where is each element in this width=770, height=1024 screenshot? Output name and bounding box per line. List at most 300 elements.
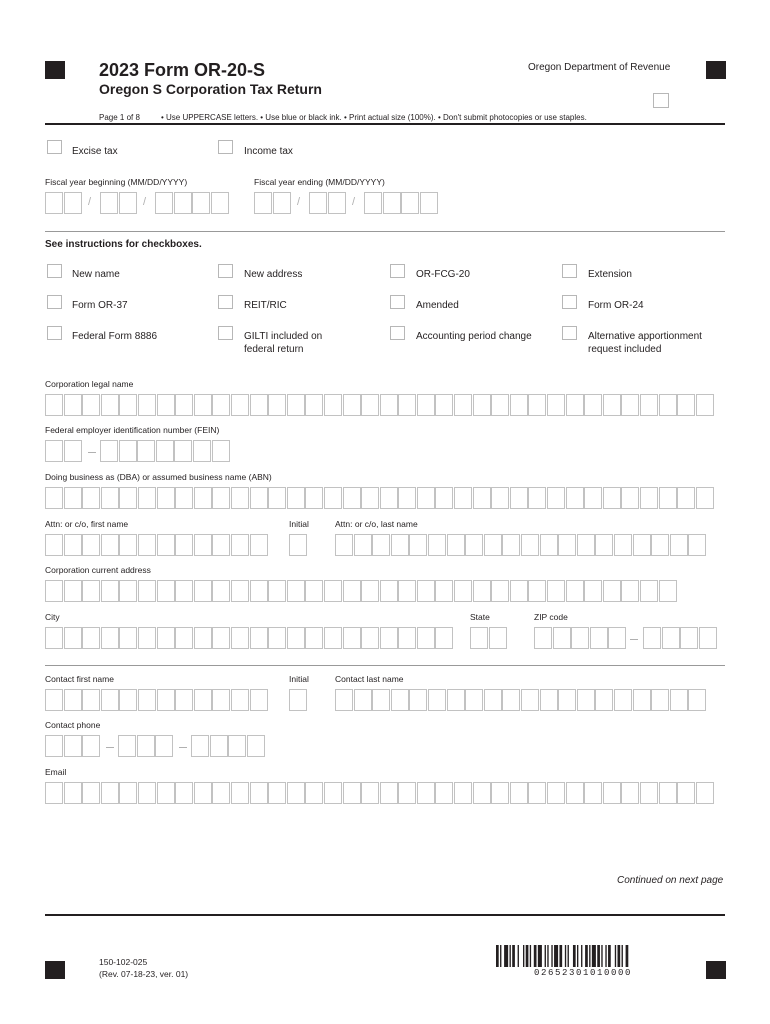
char-box[interactable] [101, 782, 119, 804]
char-box[interactable] [510, 580, 528, 602]
char-box[interactable] [380, 782, 398, 804]
char-box[interactable] [138, 487, 156, 509]
char-box[interactable] [82, 689, 100, 711]
char-box[interactable] [101, 580, 119, 602]
char-box[interactable] [250, 689, 268, 711]
char-box[interactable] [119, 689, 137, 711]
char-box[interactable] [670, 689, 688, 711]
char-box[interactable] [428, 689, 446, 711]
char-box[interactable] [101, 689, 119, 711]
char-box[interactable] [354, 534, 372, 556]
char-box[interactable] [577, 689, 595, 711]
char-box[interactable] [157, 689, 175, 711]
char-box[interactable] [309, 192, 327, 214]
char-box[interactable] [175, 394, 193, 416]
char-box[interactable] [621, 580, 639, 602]
char-box[interactable] [465, 689, 483, 711]
state-input[interactable] [470, 627, 507, 649]
char-box[interactable] [491, 487, 509, 509]
char-box[interactable] [547, 487, 565, 509]
char-box[interactable] [491, 394, 509, 416]
char-box[interactable] [571, 627, 589, 649]
char-box[interactable] [157, 487, 175, 509]
income-tax-checkbox[interactable] [218, 140, 233, 154]
char-box[interactable] [250, 782, 268, 804]
char-box[interactable] [211, 192, 229, 214]
char-box[interactable] [473, 782, 491, 804]
char-box[interactable] [156, 440, 174, 462]
email-input[interactable] [45, 782, 714, 804]
char-box[interactable] [361, 580, 379, 602]
char-box[interactable] [361, 394, 379, 416]
char-box[interactable] [268, 627, 286, 649]
fiscal-end-day-input[interactable] [309, 192, 346, 214]
char-box[interactable] [191, 735, 209, 757]
char-box[interactable] [64, 580, 82, 602]
char-box[interactable] [45, 487, 63, 509]
char-box[interactable] [584, 394, 602, 416]
char-box[interactable] [621, 394, 639, 416]
char-box[interactable] [398, 580, 416, 602]
char-box[interactable] [175, 487, 193, 509]
char-box[interactable] [688, 534, 706, 556]
char-box[interactable] [380, 487, 398, 509]
char-box[interactable] [584, 580, 602, 602]
char-box[interactable] [328, 192, 346, 214]
zip-extension-input[interactable] [643, 627, 717, 649]
char-box[interactable] [101, 627, 119, 649]
char-box[interactable] [677, 782, 695, 804]
char-box[interactable] [491, 580, 509, 602]
char-box[interactable] [595, 689, 613, 711]
char-box[interactable] [484, 534, 502, 556]
char-box[interactable] [324, 394, 342, 416]
char-box[interactable] [157, 534, 175, 556]
char-box[interactable] [521, 689, 539, 711]
char-box[interactable] [540, 689, 558, 711]
char-box[interactable] [640, 394, 658, 416]
contact-last-name-input[interactable] [335, 689, 707, 711]
char-box[interactable] [699, 627, 717, 649]
char-box[interactable] [212, 782, 230, 804]
char-box[interactable] [566, 394, 584, 416]
char-box[interactable] [64, 440, 82, 462]
char-box[interactable] [534, 627, 552, 649]
char-box[interactable] [268, 487, 286, 509]
char-box[interactable] [398, 782, 416, 804]
char-box[interactable] [138, 627, 156, 649]
fein-suffix-input[interactable] [100, 440, 230, 462]
char-box[interactable] [45, 192, 63, 214]
char-box[interactable] [138, 689, 156, 711]
char-box[interactable] [137, 440, 155, 462]
char-box[interactable] [473, 394, 491, 416]
char-box[interactable] [643, 627, 661, 649]
char-box[interactable] [621, 782, 639, 804]
char-box[interactable] [398, 487, 416, 509]
fiscal-begin-day-input[interactable] [100, 192, 137, 214]
char-box[interactable] [250, 394, 268, 416]
char-box[interactable] [435, 487, 453, 509]
char-box[interactable] [174, 192, 192, 214]
char-box[interactable] [193, 440, 211, 462]
char-box[interactable] [473, 580, 491, 602]
address-input[interactable] [45, 580, 677, 602]
char-box[interactable] [502, 534, 520, 556]
char-box[interactable] [510, 782, 528, 804]
char-box[interactable] [100, 440, 118, 462]
char-box[interactable] [119, 580, 137, 602]
char-box[interactable] [401, 192, 419, 214]
char-box[interactable] [231, 394, 249, 416]
char-box[interactable] [409, 689, 427, 711]
char-box[interactable] [651, 534, 669, 556]
char-box[interactable] [212, 580, 230, 602]
char-box[interactable] [268, 394, 286, 416]
char-box[interactable] [566, 487, 584, 509]
char-box[interactable] [677, 394, 695, 416]
char-box[interactable] [584, 782, 602, 804]
accounting-change-checkbox[interactable] [390, 326, 405, 340]
char-box[interactable] [454, 394, 472, 416]
char-box[interactable] [212, 627, 230, 649]
char-box[interactable] [119, 782, 137, 804]
char-box[interactable] [547, 580, 565, 602]
char-box[interactable] [417, 580, 435, 602]
char-box[interactable] [82, 627, 100, 649]
char-box[interactable] [45, 735, 63, 757]
char-box[interactable] [305, 627, 323, 649]
fiscal-end-month-input[interactable] [254, 192, 291, 214]
char-box[interactable] [231, 689, 249, 711]
char-box[interactable] [119, 487, 137, 509]
char-box[interactable] [268, 580, 286, 602]
char-box[interactable] [696, 394, 714, 416]
char-box[interactable] [383, 192, 401, 214]
char-box[interactable] [361, 627, 379, 649]
fiscal-begin-month-input[interactable] [45, 192, 82, 214]
phone-line-input[interactable] [191, 735, 265, 757]
char-box[interactable] [45, 534, 63, 556]
char-box[interactable] [335, 534, 353, 556]
char-box[interactable] [64, 735, 82, 757]
char-box[interactable] [577, 534, 595, 556]
char-box[interactable] [268, 782, 286, 804]
char-box[interactable] [119, 440, 137, 462]
char-box[interactable] [45, 782, 63, 804]
char-box[interactable] [175, 689, 193, 711]
char-box[interactable] [553, 627, 571, 649]
char-box[interactable] [157, 782, 175, 804]
char-box[interactable] [155, 735, 173, 757]
char-box[interactable] [100, 192, 118, 214]
federal-8886-checkbox[interactable] [47, 326, 62, 340]
char-box[interactable] [428, 534, 446, 556]
zip-input[interactable] [534, 627, 627, 649]
char-box[interactable] [614, 534, 632, 556]
char-box[interactable] [324, 580, 342, 602]
char-box[interactable] [231, 782, 249, 804]
dba-input[interactable] [45, 487, 714, 509]
char-box[interactable] [118, 735, 136, 757]
char-box[interactable] [157, 394, 175, 416]
char-box[interactable] [137, 735, 155, 757]
char-box[interactable] [470, 627, 488, 649]
phone-area-code-input[interactable] [45, 735, 101, 757]
char-box[interactable] [82, 735, 100, 757]
char-box[interactable] [391, 689, 409, 711]
char-box[interactable] [595, 534, 613, 556]
char-box[interactable] [670, 534, 688, 556]
char-box[interactable] [558, 534, 576, 556]
char-box[interactable] [343, 627, 361, 649]
char-box[interactable] [64, 689, 82, 711]
char-box[interactable] [454, 782, 472, 804]
char-box[interactable] [603, 580, 621, 602]
contact-first-name-input[interactable] [45, 689, 268, 711]
char-box[interactable] [447, 534, 465, 556]
excise-tax-checkbox[interactable] [47, 140, 62, 154]
phone-prefix-input[interactable] [118, 735, 174, 757]
char-box[interactable] [633, 534, 651, 556]
fein-prefix-input[interactable] [45, 440, 82, 462]
char-box[interactable] [659, 394, 677, 416]
char-box[interactable] [192, 192, 210, 214]
contact-initial-input[interactable] [289, 689, 308, 711]
char-box[interactable] [64, 487, 82, 509]
char-box[interactable] [194, 627, 212, 649]
char-box[interactable] [417, 627, 435, 649]
char-box[interactable] [155, 192, 173, 214]
char-box[interactable] [212, 487, 230, 509]
char-box[interactable] [380, 627, 398, 649]
char-box[interactable] [138, 534, 156, 556]
char-box[interactable] [101, 394, 119, 416]
char-box[interactable] [305, 782, 323, 804]
char-box[interactable] [45, 689, 63, 711]
char-box[interactable] [247, 735, 265, 757]
char-box[interactable] [659, 782, 677, 804]
char-box[interactable] [210, 735, 228, 757]
char-box[interactable] [250, 534, 268, 556]
char-box[interactable] [528, 394, 546, 416]
char-box[interactable] [175, 782, 193, 804]
char-box[interactable] [231, 580, 249, 602]
char-box[interactable] [194, 394, 212, 416]
char-box[interactable] [254, 192, 272, 214]
char-box[interactable] [354, 689, 372, 711]
char-box[interactable] [174, 440, 192, 462]
char-box[interactable] [435, 580, 453, 602]
char-box[interactable] [640, 487, 658, 509]
char-box[interactable] [696, 782, 714, 804]
char-box[interactable] [677, 487, 695, 509]
char-box[interactable] [566, 580, 584, 602]
attn-first-name-input[interactable] [45, 534, 268, 556]
alt-apportionment-checkbox[interactable] [562, 326, 577, 340]
char-box[interactable] [547, 782, 565, 804]
char-box[interactable] [603, 394, 621, 416]
char-box[interactable] [64, 534, 82, 556]
char-box[interactable] [335, 689, 353, 711]
char-box[interactable] [64, 192, 82, 214]
extension-checkbox[interactable] [562, 264, 577, 278]
char-box[interactable] [287, 487, 305, 509]
char-box[interactable] [521, 534, 539, 556]
char-box[interactable] [175, 534, 193, 556]
char-box[interactable] [287, 782, 305, 804]
gilti-checkbox[interactable] [218, 326, 233, 340]
char-box[interactable] [380, 580, 398, 602]
char-box[interactable] [651, 689, 669, 711]
char-box[interactable] [231, 627, 249, 649]
char-box[interactable] [603, 782, 621, 804]
char-box[interactable] [194, 782, 212, 804]
attn-last-name-input[interactable] [335, 534, 707, 556]
char-box[interactable] [621, 487, 639, 509]
char-box[interactable] [194, 534, 212, 556]
form-or-24-checkbox[interactable] [562, 295, 577, 309]
char-box[interactable] [212, 689, 230, 711]
char-box[interactable] [194, 580, 212, 602]
char-box[interactable] [324, 782, 342, 804]
char-box[interactable] [194, 487, 212, 509]
char-box[interactable] [343, 782, 361, 804]
char-box[interactable] [119, 534, 137, 556]
char-box[interactable] [45, 627, 63, 649]
char-box[interactable] [157, 627, 175, 649]
char-box[interactable] [398, 394, 416, 416]
char-box[interactable] [343, 394, 361, 416]
char-box[interactable] [82, 580, 100, 602]
amended-checkbox[interactable] [390, 295, 405, 309]
header-checkbox[interactable] [653, 93, 669, 108]
char-box[interactable] [212, 394, 230, 416]
char-box[interactable] [603, 487, 621, 509]
attn-initial-input[interactable] [289, 534, 308, 556]
char-box[interactable] [273, 192, 291, 214]
char-box[interactable] [228, 735, 246, 757]
fiscal-begin-year-input[interactable] [155, 192, 229, 214]
char-box[interactable] [82, 782, 100, 804]
char-box[interactable] [194, 689, 212, 711]
char-box[interactable] [608, 627, 626, 649]
new-name-checkbox[interactable] [47, 264, 62, 278]
char-box[interactable] [484, 689, 502, 711]
char-box[interactable] [231, 487, 249, 509]
char-box[interactable] [343, 580, 361, 602]
char-box[interactable] [343, 487, 361, 509]
fiscal-end-year-input[interactable] [364, 192, 438, 214]
char-box[interactable] [231, 534, 249, 556]
char-box[interactable] [696, 487, 714, 509]
char-box[interactable] [287, 580, 305, 602]
char-box[interactable] [287, 394, 305, 416]
char-box[interactable] [45, 394, 63, 416]
char-box[interactable] [454, 487, 472, 509]
char-box[interactable] [250, 487, 268, 509]
char-box[interactable] [680, 627, 698, 649]
char-box[interactable] [45, 440, 63, 462]
char-box[interactable] [454, 580, 472, 602]
char-box[interactable] [633, 689, 651, 711]
char-box[interactable] [82, 487, 100, 509]
char-box[interactable] [688, 689, 706, 711]
char-box[interactable] [398, 627, 416, 649]
char-box[interactable] [584, 487, 602, 509]
char-box[interactable] [420, 192, 438, 214]
char-box[interactable] [465, 534, 483, 556]
char-box[interactable] [64, 782, 82, 804]
char-box[interactable] [138, 394, 156, 416]
char-box[interactable] [417, 782, 435, 804]
char-box[interactable] [417, 487, 435, 509]
char-box[interactable] [640, 580, 658, 602]
char-box[interactable] [380, 394, 398, 416]
char-box[interactable] [528, 580, 546, 602]
char-box[interactable] [528, 487, 546, 509]
char-box[interactable] [212, 440, 230, 462]
char-box[interactable] [590, 627, 608, 649]
char-box[interactable] [175, 580, 193, 602]
char-box[interactable] [289, 534, 307, 556]
char-box[interactable] [662, 627, 680, 649]
char-box[interactable] [372, 534, 390, 556]
char-box[interactable] [473, 487, 491, 509]
char-box[interactable] [547, 394, 565, 416]
char-box[interactable] [45, 580, 63, 602]
char-box[interactable] [409, 534, 427, 556]
char-box[interactable] [364, 192, 382, 214]
char-box[interactable] [417, 394, 435, 416]
char-box[interactable] [250, 580, 268, 602]
char-box[interactable] [119, 192, 137, 214]
char-box[interactable] [391, 534, 409, 556]
char-box[interactable] [540, 534, 558, 556]
char-box[interactable] [435, 394, 453, 416]
char-box[interactable] [502, 689, 520, 711]
char-box[interactable] [250, 627, 268, 649]
char-box[interactable] [157, 580, 175, 602]
char-box[interactable] [212, 534, 230, 556]
char-box[interactable] [82, 534, 100, 556]
char-box[interactable] [447, 689, 465, 711]
char-box[interactable] [101, 487, 119, 509]
char-box[interactable] [640, 782, 658, 804]
char-box[interactable] [101, 534, 119, 556]
char-box[interactable] [435, 782, 453, 804]
char-box[interactable] [372, 689, 390, 711]
legal-name-input[interactable] [45, 394, 714, 416]
char-box[interactable] [510, 487, 528, 509]
char-box[interactable] [361, 782, 379, 804]
char-box[interactable] [138, 782, 156, 804]
char-box[interactable] [659, 580, 677, 602]
char-box[interactable] [528, 782, 546, 804]
char-box[interactable] [64, 394, 82, 416]
char-box[interactable] [324, 627, 342, 649]
char-box[interactable] [305, 487, 323, 509]
char-box[interactable] [558, 689, 576, 711]
char-box[interactable] [324, 487, 342, 509]
reit-ric-checkbox[interactable] [218, 295, 233, 309]
city-input[interactable] [45, 627, 454, 649]
char-box[interactable] [305, 394, 323, 416]
char-box[interactable] [566, 782, 584, 804]
char-box[interactable] [489, 627, 507, 649]
char-box[interactable] [659, 487, 677, 509]
char-box[interactable] [305, 580, 323, 602]
